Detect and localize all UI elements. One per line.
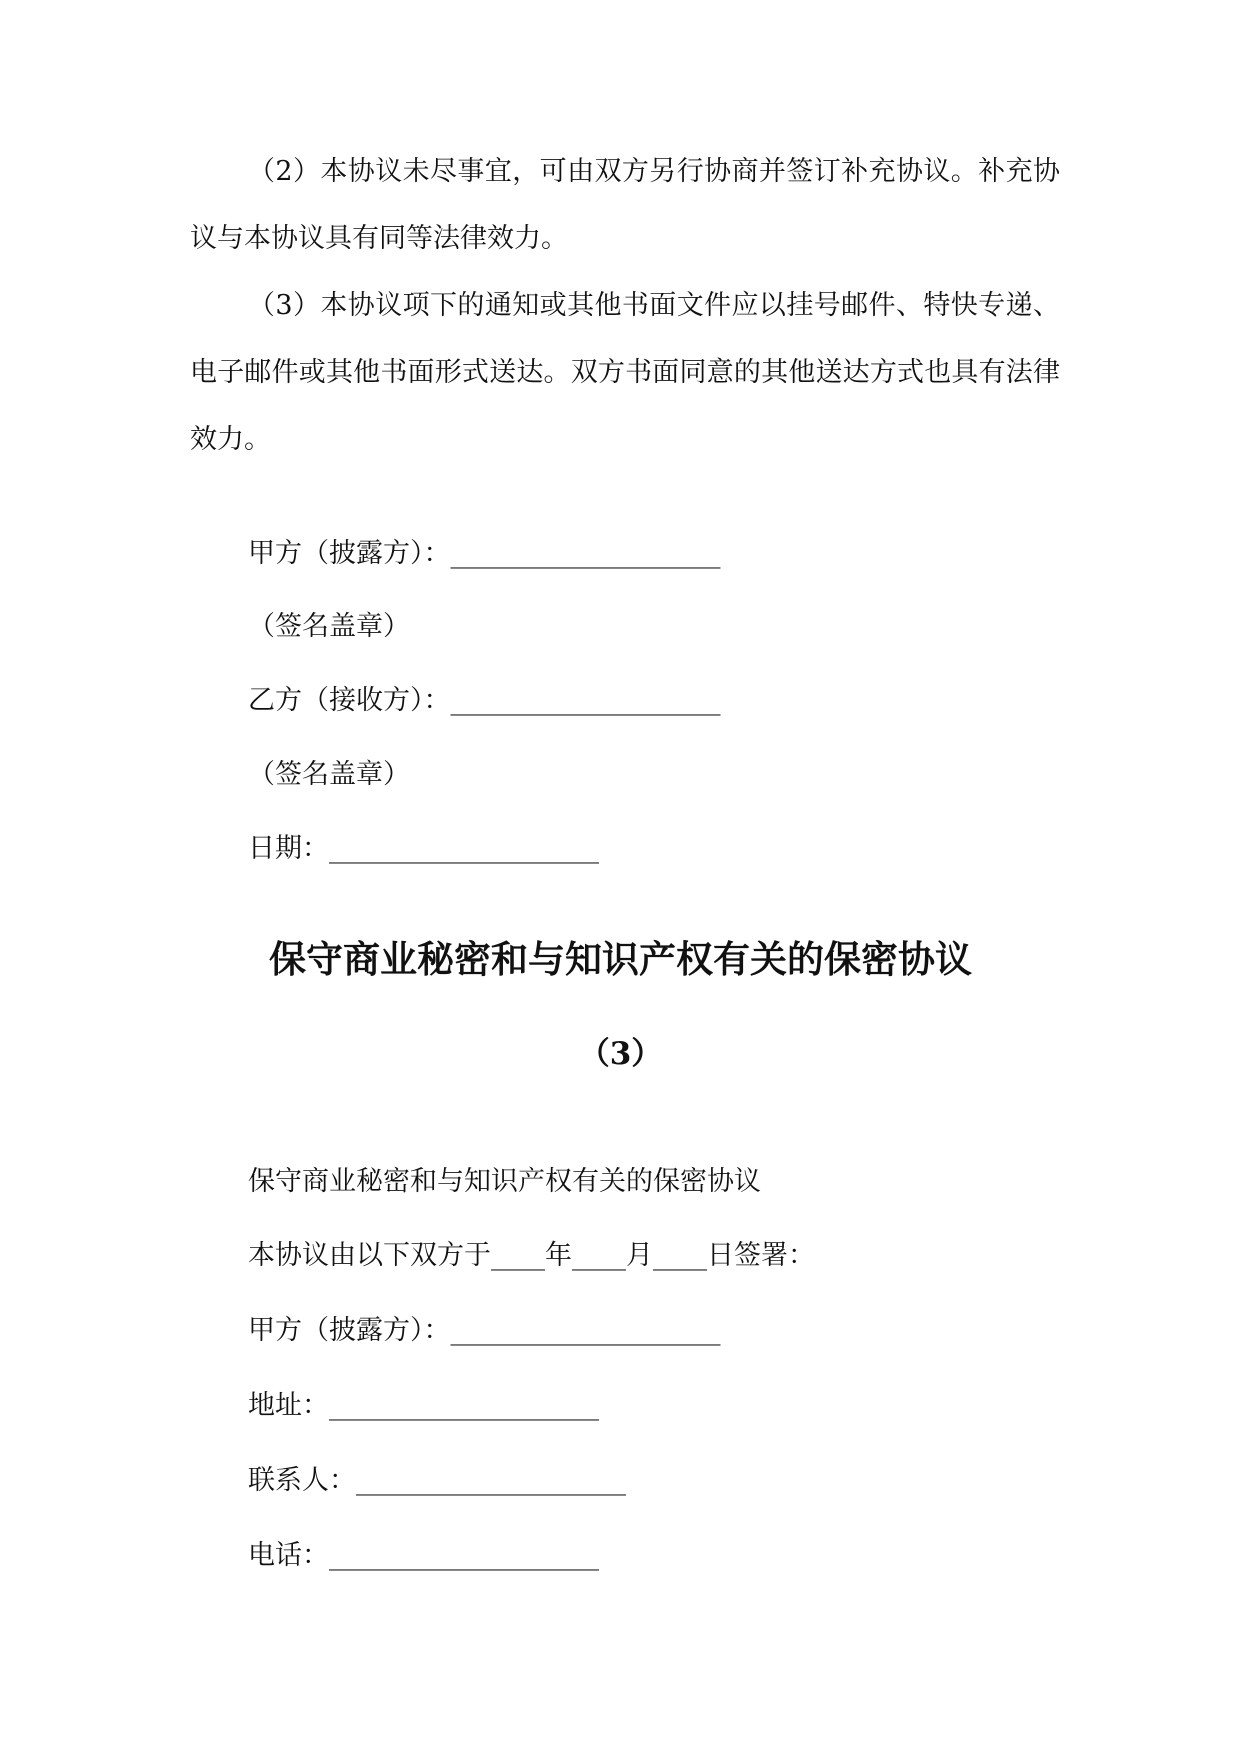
contact-person-line: 联系人：____________________: [248, 1465, 626, 1496]
party-a-signature-line: 甲方（披露方）：____________________: [248, 538, 721, 569]
party-b-seal-label: （签名盖章）: [248, 759, 410, 790]
clause-3: （3）本协议项下的通知或其他书面文件应以挂号邮件、特快专递、电子邮件或其他书面形式送达。双方书面同意的其他送达方式也具有法律效力。: [190, 290, 1060, 455]
signing-date-line: 本协议由以下双方于____年____月____日签署：: [248, 1240, 815, 1271]
party-a-name-line: 甲方（披露方）：____________________: [248, 1315, 721, 1346]
party-a-seal-label: （签名盖章）: [248, 611, 410, 642]
phone-line: 电话：____________________: [248, 1540, 599, 1571]
agreement-heading: 保守商业秘密和与知识产权有关的保密协议: [248, 1166, 761, 1197]
signature-date-line: 日期：____________________: [248, 833, 599, 864]
party-b-signature-line: 乙方（接收方）：____________________: [248, 685, 721, 716]
section-title: 保守商业秘密和与知识产权有关的保密协议: [269, 937, 972, 981]
section-number: （3）: [578, 1036, 663, 1072]
address-line: 地址：____________________: [248, 1390, 599, 1421]
clause-2: （2）本协议未尽事宜，可由双方另行协商并签订补充协议。补充协议与本协议具有同等法律效力。: [190, 156, 1060, 254]
